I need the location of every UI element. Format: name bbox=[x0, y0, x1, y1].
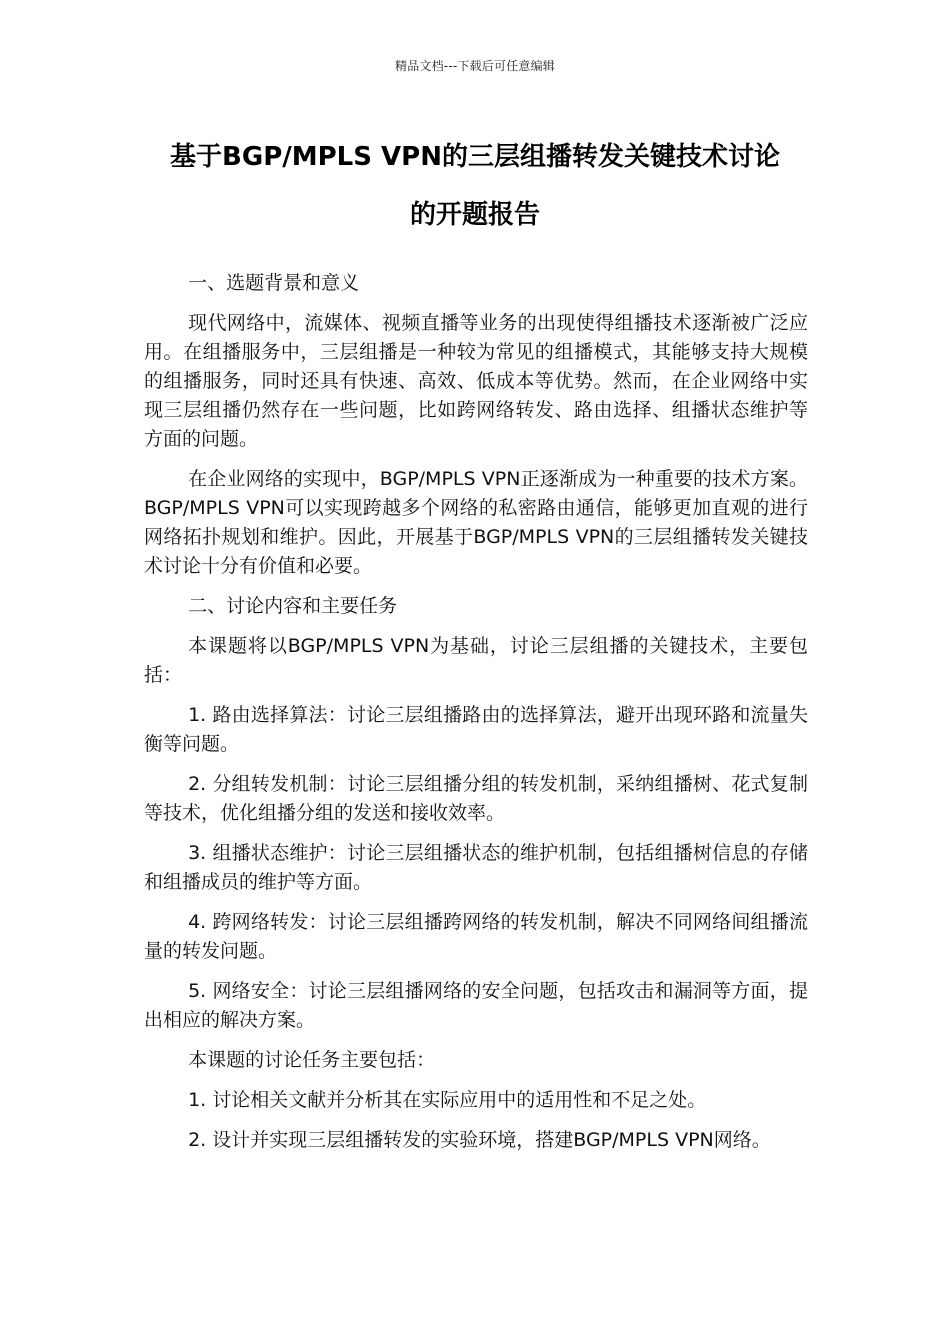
list-item-routing: 1. 路由选择算法：讨论三层组播路由的选择算法，避开出现环路和流量失衡等问题。 bbox=[144, 704, 808, 755]
page-header-note: 精品文档---下载后可任意编辑 bbox=[395, 59, 555, 73]
list-item-cross-network: 4. 跨网络转发：讨论三层组播跨网络的转发机制，解决不同网络间组播流量的转发问题。 bbox=[144, 911, 808, 962]
list-item-security: 5. 网络安全：讨论三层组播网络的安全问题，包括攻击和漏洞等方面，提出相应的解决方案。 bbox=[144, 980, 808, 1031]
document-body bbox=[144, 269, 808, 1166]
list-item-state: 3. 组播状态维护：讨论三层组播状态的维护机制，包括组播树信息的存储和组播成员的维护等方面。 bbox=[144, 842, 808, 893]
paragraph-background-2: 在企业网络的实现中，BGP/MPLS VPN正逐渐成为一种重要的技术方案。BGP/MPLS VPN可以实现跨越多个网络的私密路由通信，能够更加直观的进行网络拓扑规划和维护。因此，开展基于BGP/MPLS VPN的三层组播转发关键技术讨论十分有价值和必要。 bbox=[144, 468, 808, 577]
list-item-forwarding: 2. 分组转发机制：讨论三层组播分组的转发机制，采纳组播树、花式复制等技术，优化组播分组的发送和接收效率。 bbox=[144, 773, 808, 824]
task-item-experiment: 2. 设计并实现三层组播转发的实验环境，搭建BGP/MPLS VPN网络。 bbox=[188, 1129, 771, 1151]
document-title-line-2: 的开题报告 bbox=[409, 200, 540, 230]
document-title-line-1: 基于BGP/MPLS VPN的三层组播转发关键技术讨论 bbox=[170, 142, 780, 172]
paragraph-tasks-intro: 本课题的讨论任务主要包括： bbox=[188, 1049, 436, 1071]
document-title bbox=[120, 128, 830, 244]
paragraph-background-1: 现代网络中，流媒体、视频直播等业务的出现使得组播技术逐渐被广泛应用。在组播服务中，三层组播是一种较为常见的组播模式，其能够支持大规模的组播服务，同时还具有快速、高效、低成本等优势。然而，在企业网络中实现三层组播仍然存在一些问题，比如跨网络转发、路由选择、组播状态维护等方面的问题。 bbox=[144, 312, 808, 450]
task-item-literature: 1. 讨论相关文献并分析其在实际应用中的适用性和不足之处。 bbox=[188, 1089, 707, 1111]
paragraph-content-intro: 本课题将以BGP/MPLS VPN为基础，讨论三层组播的关键技术，主要包括： bbox=[144, 635, 808, 686]
section-heading-content: 二、讨论内容和主要任务 bbox=[188, 595, 398, 617]
section-heading-background: 一、选题背景和意义 bbox=[188, 272, 360, 294]
